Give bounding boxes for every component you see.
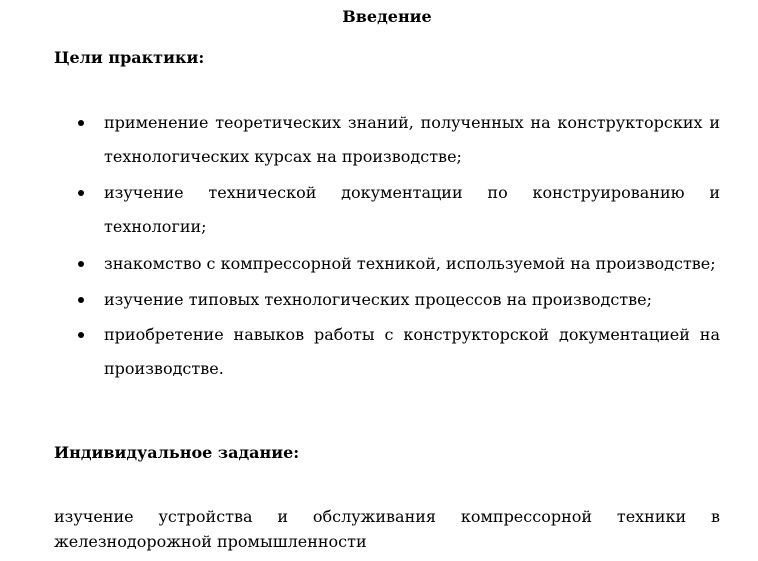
list-item — [104, 106, 720, 174]
bullet-icon — [78, 261, 84, 267]
bullet-icon — [78, 332, 84, 338]
task-heading: Индивидуальное задание: — [54, 443, 300, 462]
bullet-icon — [78, 120, 84, 126]
list-item — [104, 318, 720, 386]
bullet-icon — [78, 297, 84, 303]
list-item-text: изучение технической документации по конструированию и технологии; — [104, 183, 720, 236]
list-item — [104, 176, 720, 244]
list-item-text: изучение типовых технологических процессов на производстве; — [104, 290, 652, 309]
goals-heading: Цели практики: — [54, 48, 205, 67]
page-title: Введение — [342, 7, 432, 26]
list-item — [104, 247, 720, 281]
list-item — [104, 283, 720, 317]
task-text: изучение устройства и обслуживания компрессорной техники в железнодорожной промышленности — [54, 507, 720, 551]
bullet-icon — [78, 190, 84, 196]
list-item-text: применение теоретических знаний, полученных на конструкторских и технологических курсах на производстве; — [104, 113, 720, 166]
list-item-text: знакомство с компрессорной техникой, используемой на производстве; — [104, 254, 716, 273]
list-item-text: приобретение навыков работы с конструкторской документацией на производстве. — [104, 325, 720, 378]
